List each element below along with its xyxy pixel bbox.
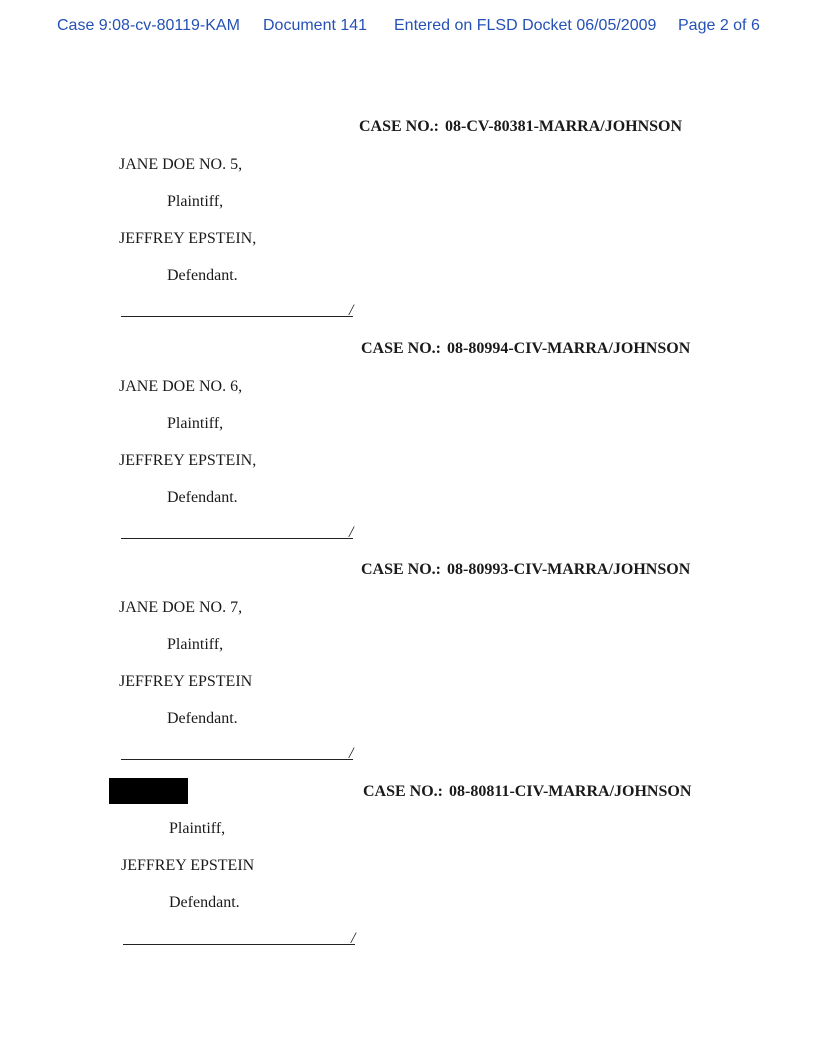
signature-line xyxy=(123,944,355,945)
case-caption-block xyxy=(0,783,816,983)
case-number-heading xyxy=(361,340,690,358)
plaintiff-name: JANE DOE NO. 7, xyxy=(119,599,243,616)
plaintiff-role: Plaintiff, xyxy=(167,193,224,210)
defendant-role: Defendant. xyxy=(167,267,238,284)
plaintiff-name: JANE DOE NO. 6, xyxy=(119,378,243,395)
plaintiff-role: Plaintiff, xyxy=(167,636,224,653)
defendant-role: Defendant. xyxy=(167,710,238,727)
header-document-number: Document 141 xyxy=(263,17,368,34)
case-number-label: CASE NO.: xyxy=(361,561,442,578)
signature-line xyxy=(121,316,353,317)
defendant-role: Defendant. xyxy=(169,894,240,911)
defendant-name: JEFFREY EPSTEIN, xyxy=(119,452,257,469)
plaintiff-name-redaction xyxy=(109,778,188,804)
docket-header xyxy=(0,17,816,39)
case-number-label: CASE NO.: xyxy=(359,118,440,135)
signature-slash: / xyxy=(349,524,354,541)
case-caption-block xyxy=(0,561,816,761)
case-number-heading xyxy=(361,561,690,579)
header-docket-entry: Entered on FLSD Docket 06/05/2009 xyxy=(394,17,657,34)
signature-slash: / xyxy=(349,745,354,762)
case-number-heading xyxy=(363,783,691,801)
header-page-number: Page 2 of 6 xyxy=(678,17,760,34)
case-number-value: 08-80993-CIV-MARRA/JOHNSON xyxy=(447,561,691,578)
case-caption-block xyxy=(0,118,816,318)
defendant-name: JEFFREY EPSTEIN, xyxy=(119,230,257,247)
header-case-number: Case 9:08-cv-80119-KAM xyxy=(57,17,240,34)
defendant-name: JEFFREY EPSTEIN xyxy=(121,857,255,874)
signature-slash: / xyxy=(351,930,356,947)
defendant-role: Defendant. xyxy=(167,489,238,506)
plaintiff-role: Plaintiff, xyxy=(169,820,226,837)
signature-line xyxy=(121,759,353,760)
case-number-label: CASE NO.: xyxy=(363,783,444,800)
signature-line xyxy=(121,538,353,539)
case-caption-block xyxy=(0,340,816,540)
case-number-value: 08-80994-CIV-MARRA/JOHNSON xyxy=(447,340,691,357)
case-number-heading xyxy=(359,118,682,136)
plaintiff-role: Plaintiff, xyxy=(167,415,224,432)
defendant-name: JEFFREY EPSTEIN xyxy=(119,673,253,690)
plaintiff-name: JANE DOE NO. 5, xyxy=(119,156,243,173)
signature-slash: / xyxy=(349,302,354,319)
case-number-label: CASE NO.: xyxy=(361,340,442,357)
case-number-value: 08-80811-CIV-MARRA/JOHNSON xyxy=(449,783,692,800)
case-number-value: 08-CV-80381-MARRA/JOHNSON xyxy=(445,118,683,135)
